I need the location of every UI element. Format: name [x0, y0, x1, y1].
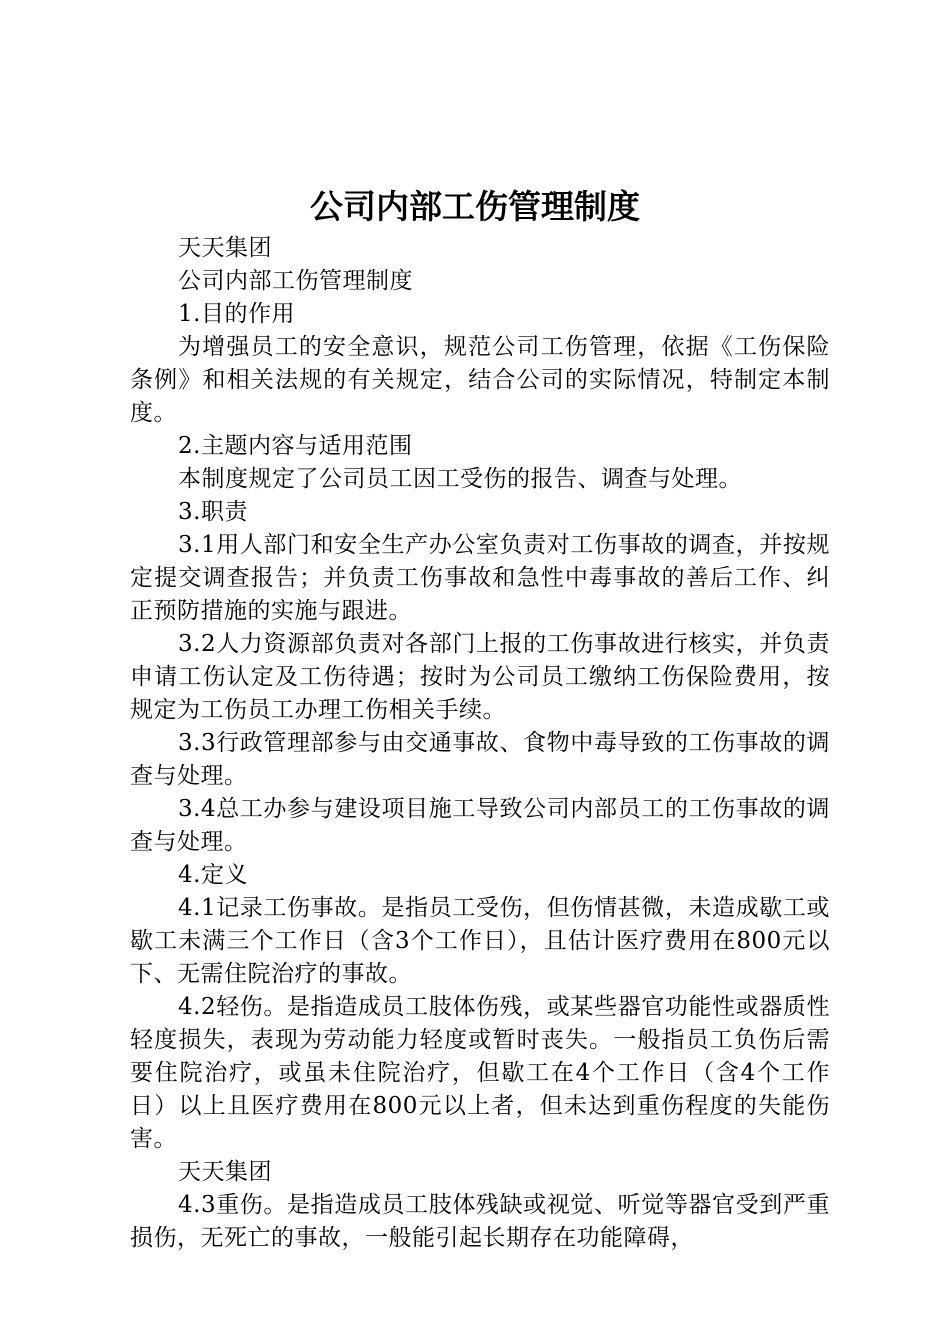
document-body: [130, 232, 830, 1255]
document-title: 公司内部工伤管理制度: [310, 187, 640, 226]
paragraph-company-name-repeat: 天天集团: [178, 1159, 272, 1185]
section-heading-purpose: 1.目的作用: [178, 301, 295, 327]
paragraph-definition-4-2: 4.2轻伤。是指造成员工肢体伤残，或某些器官功能性或器质性轻度损失，表现为劳动能力轻度或暂时丧失。一般指员工负伤后需要住院治疗，或虽未住院治疗，但歇工在4个工作日（含4个工作日）以上且医疗费用在800元以上者，但未达到重伤程度的失能伤害。: [130, 994, 830, 1152]
paragraph-responsibility-3-1: 3.1用人部门和安全生产办公室负责对工伤事故的调查，并按规定提交调查报告；并负责工伤事故和急性中毒事故的善后工作、纠正预防措施的实施与跟进。: [130, 532, 830, 624]
paragraph-purpose: 为增强员工的安全意识，规范公司工伤管理，依据《工伤保险条例》和相关法规的有关规定，结合公司的实际情况，特制定本制度。: [130, 334, 830, 426]
paragraph-responsibility-3-2: 3.2人力资源部负责对各部门上报的工伤事故进行核实，并负责申请工伤认定及工伤待遇；按时为公司员工缴纳工伤保险费用，按规定为工伤员工办理工伤相关手续。: [130, 631, 830, 723]
paragraph-responsibility-3-4: 3.4总工办参与建设项目施工导致公司内部员工的工伤事故的调查与处理。: [130, 796, 830, 855]
paragraph-subtitle: 公司内部工伤管理制度: [178, 268, 413, 294]
section-heading-responsibilities: 3.职责: [178, 499, 248, 525]
paragraph-company-name: 天天集团: [178, 235, 272, 261]
paragraph-definition-4-3: 4.3重伤。是指造成员工肢体残缺或视觉、听觉等器官受到严重损伤，无死亡的事故，一般能引起长期存在功能障碍，: [130, 1192, 830, 1251]
paragraph-scope: 本制度规定了公司员工因工受伤的报告、调查与处理。: [178, 466, 742, 492]
section-heading-scope: 2.主题内容与适用范围: [178, 433, 413, 459]
section-heading-definitions: 4.定义: [178, 862, 248, 888]
paragraph-responsibility-3-3: 3.3行政管理部参与由交通事故、食物中毒导致的工伤事故的调查与处理。: [130, 730, 830, 789]
paragraph-definition-4-1: 4.1记录工伤事故。是指员工受伤，但伤情甚微，未造成歇工或歇工未满三个工作日（含3个工作日），且估计医疗费用在800元以下、无需住院治疗的事故。: [130, 895, 830, 987]
